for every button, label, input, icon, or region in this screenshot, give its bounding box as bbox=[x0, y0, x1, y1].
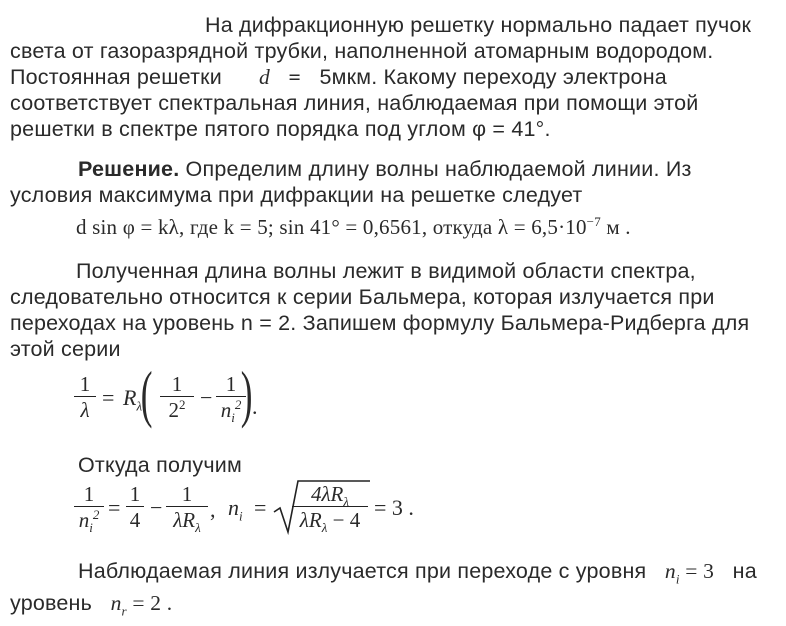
variable-ni: $n_i$ bbox=[664, 559, 680, 587]
problem-text: решетки в спектре пятого порядка под углом φ = 41°. bbox=[10, 117, 551, 141]
left-paren: ( bbox=[140, 358, 153, 429]
solution-text: Определим длину волны наблюдаемой линии. Из bbox=[179, 157, 692, 181]
solution-text: на bbox=[732, 559, 757, 583]
solution-text: Полученная длина волны лежит в видимой области спектра, bbox=[76, 259, 696, 283]
fraction: 1 λ bbox=[74, 372, 96, 423]
para2-line-3 bbox=[10, 310, 780, 336]
problem-line-2 bbox=[10, 38, 780, 64]
problem-text: Постоянная решетки bbox=[10, 65, 222, 89]
fraction: 1 $n_i^2$ bbox=[74, 482, 104, 533]
solution-line-2 bbox=[10, 182, 780, 208]
equals-sign: = bbox=[288, 65, 301, 89]
result: = 3 . bbox=[374, 495, 414, 520]
variable-ni: $n_i$ bbox=[228, 495, 243, 524]
solution-text: Откуда получим bbox=[78, 453, 242, 477]
solution-label: Решение. bbox=[78, 157, 180, 181]
fraction: $4\lambda R_\lambda$ $\lambda R_\lambda - 4$ bbox=[292, 482, 368, 533]
problem-line-5 bbox=[10, 116, 780, 142]
problem-line-4 bbox=[10, 90, 780, 116]
whence-line bbox=[10, 452, 786, 478]
rydberg-constant: $R_\lambda$ bbox=[123, 385, 143, 414]
solution-text: уровень bbox=[10, 591, 93, 615]
equals-sign: = bbox=[108, 495, 121, 520]
value: = 2 . bbox=[126, 591, 173, 615]
right-paren: ) bbox=[240, 358, 253, 429]
problem-line-3 bbox=[10, 64, 780, 90]
problem-text: соответствует спектральная линия, наблюдаемая при помощи этой bbox=[10, 91, 699, 115]
equals-sign: = bbox=[102, 385, 115, 410]
problem-line-1 bbox=[10, 12, 786, 38]
solution-text: следовательно относится к серии Бальмера, которая излучается при bbox=[10, 285, 715, 309]
diffraction-formula bbox=[10, 214, 786, 240]
fraction: 1 4 bbox=[126, 482, 144, 533]
solution-text: Наблюдаемая линия излучается при переходе с уровня bbox=[78, 559, 647, 583]
period: . bbox=[252, 394, 258, 419]
conclusion-line-1 bbox=[10, 558, 786, 587]
equals-sign: = bbox=[254, 495, 267, 520]
problem-text: На дифракционную решетку нормально падает пучок bbox=[205, 13, 752, 37]
solution-text: этой серии bbox=[10, 337, 121, 361]
unit: м . bbox=[600, 215, 631, 239]
problem-text: 5мкм. Какому переходу электрона bbox=[319, 65, 667, 89]
solution-text: условия максимума при дифракции на решетке следует bbox=[10, 183, 583, 207]
variable-nr: $n_r$ bbox=[110, 591, 127, 619]
exponent: −7 bbox=[586, 214, 601, 229]
para2-line-1 bbox=[10, 258, 786, 284]
variable-d: d bbox=[259, 65, 270, 89]
fraction: 1 $\lambda R_\lambda$ bbox=[166, 482, 208, 533]
problem-text: света от газоразрядной трубки, наполненной атомарным водородом. bbox=[10, 39, 714, 63]
para2-line-4 bbox=[10, 336, 780, 362]
value: = 3 bbox=[679, 559, 715, 583]
para2-line-2 bbox=[10, 284, 780, 310]
fraction: 1 $n_i^2$ bbox=[216, 372, 246, 423]
conclusion-line-2 bbox=[10, 590, 780, 619]
solution-text: переходах на уровень n = 2. Запишем формулу Бальмера-Ридберга для bbox=[10, 311, 750, 335]
fraction: 1 $2^2$ bbox=[160, 372, 194, 423]
minus-sign: − bbox=[150, 495, 163, 520]
solution-line-1 bbox=[10, 156, 786, 182]
formula-text: d sin φ = kλ, где k = 5; sin 41° = 0,6561, откуда λ = 6,5·10 bbox=[76, 215, 587, 239]
minus-sign: − bbox=[200, 385, 213, 410]
comma: , bbox=[210, 497, 216, 522]
